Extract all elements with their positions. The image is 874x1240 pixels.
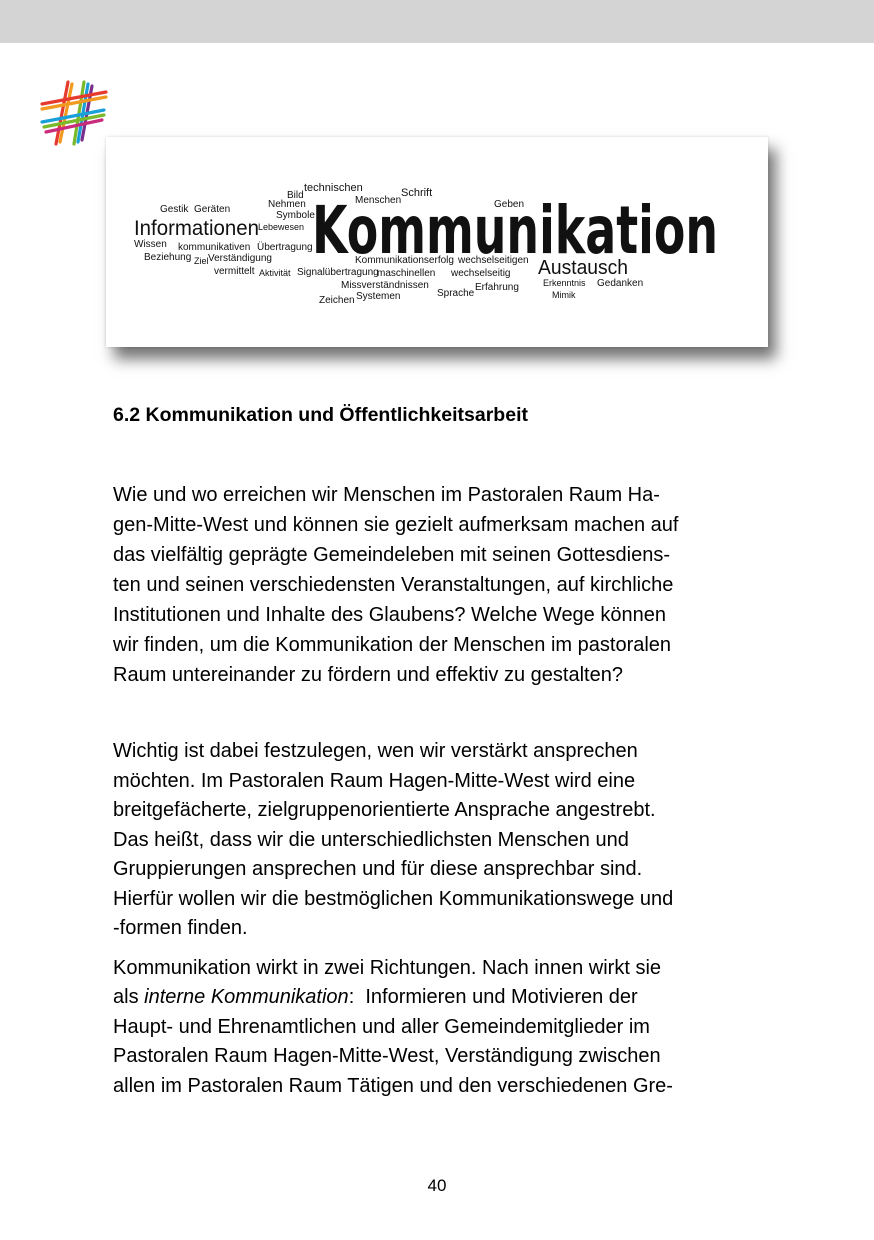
word-cloud-word: Geben bbox=[494, 199, 525, 210]
word-cloud-word: Schrift bbox=[401, 187, 433, 199]
word-cloud-word: Geräten bbox=[194, 204, 231, 215]
paragraph-1-line: wir finden, um die Kommunikation der Menschen im pastoralen bbox=[113, 634, 672, 656]
word-cloud-word: Gestik bbox=[160, 204, 189, 215]
word-cloud-word: Signalübertragung bbox=[297, 267, 379, 278]
word-cloud-word: Symbole bbox=[276, 210, 315, 221]
word-cloud-word: Wissen bbox=[134, 239, 167, 250]
paragraph-2-line: breitgefächerte, zielgruppenorientierte Ansprache angestrebt. bbox=[113, 799, 656, 821]
word-cloud-word: wechselseitig bbox=[451, 268, 511, 279]
paragraph-2-line: Hierfür wollen wir die bestmöglichen Kommunikationswege und bbox=[113, 888, 674, 910]
italic-term: interne Kommunikation bbox=[144, 986, 349, 1008]
word-cloud-word: Austausch bbox=[538, 257, 628, 279]
paragraph-1-line: gen-Mitte-West und können sie gezielt aufmerksam machen auf bbox=[113, 514, 679, 536]
paragraph-3-line: Pastoralen Raum Hagen-Mitte-West, Verständigung zwischen bbox=[113, 1045, 661, 1067]
paragraph-1-line: das vielfältig geprägte Gemeindeleben mit seinen Gottesdiens- bbox=[113, 544, 670, 566]
section-heading: 6.2 Kommunikation und Öffentlichkeitsarbeit bbox=[113, 404, 528, 426]
word-cloud-word: vermittelt bbox=[214, 266, 255, 277]
paragraph-1-line: ten und seinen verschiedensten Veranstaltungen, auf kirchliche bbox=[113, 574, 674, 596]
word-cloud-word: maschinellen bbox=[377, 268, 436, 279]
word-cloud-word: Beziehung bbox=[144, 252, 192, 263]
word-cloud-word: Missverständnissen bbox=[341, 280, 429, 291]
paragraph-2-line: Wichtig ist dabei festzulegen, wen wir verstärkt ansprechen bbox=[113, 740, 638, 762]
word-cloud-word: Erfahrung bbox=[475, 282, 519, 293]
paragraph-2-line: Das heißt, dass wir die unterschiedlichsten Menschen und bbox=[113, 829, 629, 851]
paragraph-3-line: Kommunikation wirkt in zwei Richtungen. Nach innen wirkt sie bbox=[113, 957, 662, 979]
paragraph-2-line: -formen finden. bbox=[113, 917, 248, 939]
paragraph-3-prefix: als bbox=[113, 986, 145, 1008]
word-cloud-main: Kommunikation bbox=[312, 192, 718, 269]
word-cloud-word: Systemen bbox=[356, 291, 401, 302]
word-cloud-word: technischen bbox=[304, 182, 363, 194]
word-cloud-word: Mimik bbox=[552, 290, 576, 300]
paragraph-1-line: Wie und wo erreichen wir Menschen im Pastoralen Raum Ha- bbox=[113, 484, 660, 506]
paragraph-3-line: allen im Pastoralen Raum Tätigen und den verschiedenen Gre- bbox=[113, 1075, 673, 1097]
paragraph-2-line: Gruppierungen ansprechen und für diese ansprechbar sind. bbox=[113, 858, 643, 880]
word-cloud-word: Verständigung bbox=[208, 253, 272, 264]
word-cloud-word: Aktivität bbox=[259, 268, 291, 278]
paragraph-3-line: Haupt- und Ehrenamtlichen und aller Gemeindemitglieder im bbox=[113, 1016, 650, 1038]
paragraph-1-line: Institutionen und Inhalte des Glaubens? Welche Wege können bbox=[113, 604, 666, 626]
paragraph-3-suffix: : Informieren und Motivieren der bbox=[348, 986, 638, 1008]
word-cloud-banner bbox=[106, 137, 768, 347]
word-cloud-word: Informationen bbox=[134, 217, 259, 240]
paragraph-2-line: möchten. Im Pastoralen Raum Hagen-Mitte-West wird eine bbox=[113, 770, 636, 792]
word-cloud-word: Kommunikationserfolg bbox=[355, 255, 454, 266]
page-number: 40 bbox=[427, 1176, 447, 1195]
word-cloud-word: Gedanken bbox=[597, 278, 644, 289]
word-cloud-word: kommunikativen bbox=[178, 242, 251, 253]
paragraph-3-line bbox=[113, 982, 638, 1012]
hashtag-logo-icon bbox=[38, 78, 110, 148]
word-cloud-word: Erkenntnis bbox=[543, 278, 586, 288]
word-cloud-word: Zeichen bbox=[319, 295, 355, 306]
word-cloud-word: Übertragung bbox=[257, 242, 313, 253]
word-cloud bbox=[106, 137, 768, 347]
paragraph-1-line: Raum untereinander zu fördern und effektiv zu gestalten? bbox=[113, 664, 623, 686]
word-cloud-word: Ziel bbox=[194, 256, 209, 266]
top-gray-bar bbox=[0, 0, 874, 43]
word-cloud-word: Menschen bbox=[355, 195, 402, 206]
word-cloud-word: Sprache bbox=[437, 288, 475, 299]
word-cloud-word: Nehmen bbox=[268, 199, 306, 210]
word-cloud-word: Lebewesen bbox=[258, 222, 305, 232]
word-cloud-word: Bild bbox=[287, 190, 304, 201]
word-cloud-word: wechselseitigen bbox=[458, 255, 529, 266]
